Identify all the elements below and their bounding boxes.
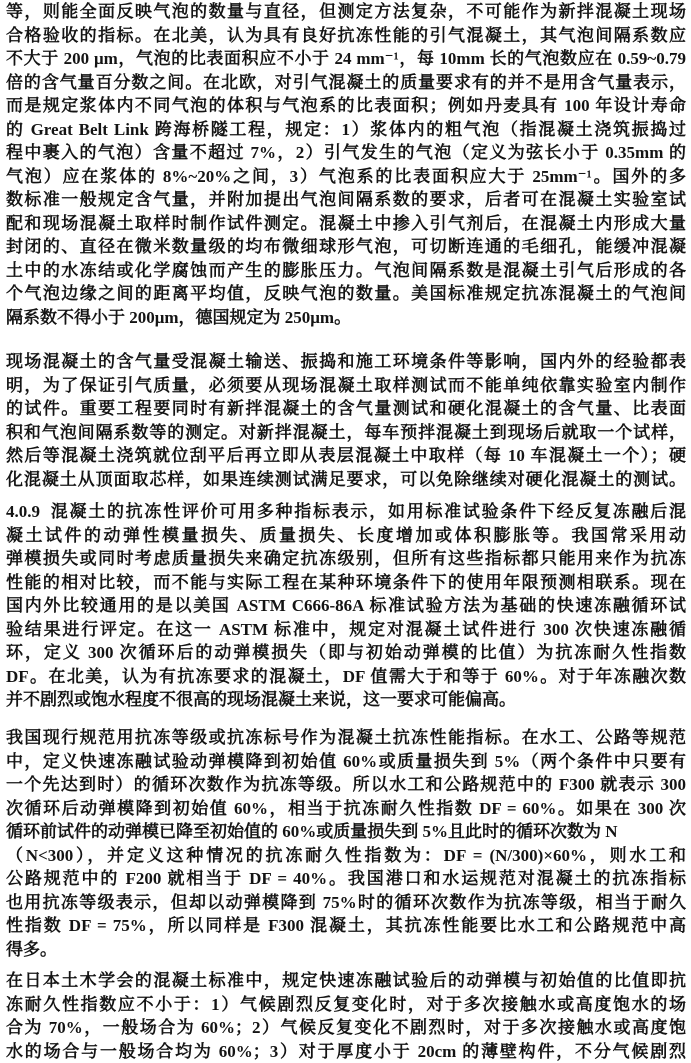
- text-line: 合格验收的指标。在北美，认为具有良好抗冻性能的引气混凝土，其气泡间隔系数应: [6, 25, 686, 45]
- text-line: 程中裹入的气泡）含量不超过 7%，2）引气发生的气泡（定义为弦长小于 0.35mm 的: [6, 143, 686, 162]
- text-line: 土中的水冻结或化学腐蚀而产生的膨胀压力。气泡间隔系数是混凝土引气后形成的各: [6, 260, 686, 280]
- section-paragraph: [6, 500, 686, 712]
- text-line: 在日本土木学会的混凝土标准中，规定快速冻融试验后的动弹模与初始值的比值即抗: [6, 971, 686, 990]
- text-line: 国内外比较通用的是以美国 ASTM C666-86A 标准试验方法为基础的快速冻融循环试: [6, 596, 686, 615]
- text-line: 并不剧烈或饱水程度不很高的现场混凝土来说，这一要求可能偏高。: [6, 690, 516, 709]
- text-line: （N<300），并定义这种情况的抗冻耐久性指数为：DF = (N/300)×60%，则水工和: [6, 845, 686, 865]
- text-line: 隔系数不得小于 200μm，德国规定为 250μm。: [6, 307, 352, 327]
- text-line: 封闭的、直径在微米数量级的均布微细球形气泡，可切断连通的毛细孔，能缓冲混凝: [6, 237, 686, 256]
- text-line: 气泡）应在浆体的 8%~20%之间，3）气泡系的比表面积应大于 25mm⁻¹。国外的多: [6, 166, 686, 186]
- text-line: 性能的相对比较，而不能与实际工程在某种环境条件下的使用年限预测相联系。现在: [6, 572, 686, 592]
- text-line: 倍的含气量百分数之间。在北欧，对引气混凝土的质量要求有的并不是用含气量表示，: [6, 72, 686, 92]
- text-line: 明，为了保证引气质量，必须要从现场混凝土取样测试而不能单纯依靠实验室内制作: [6, 375, 686, 395]
- text-line: 而是规定浆体内不同气泡的体积与气泡系的比表面积；例如丹麦具有 100 年设计寿命: [6, 96, 686, 115]
- text-line: 弹模损失或同时考虑质量损失来确定抗冻级别，但所有这些指标都只能用来作为抗冻: [6, 549, 686, 568]
- text-line: 配和现场混凝土取样时制作试件测定。混凝土中掺入引气剂后，在混凝土内形成大量: [6, 213, 686, 233]
- text-line: 积和气泡间隔系数等的测定。对新拌混凝土，每车预拌混凝土到现场后就取一个试样，: [6, 422, 686, 442]
- text-line: 公路规范中的 F200 就相当于 DF = 40%。我国港口和水运规范对混凝土的抗冻指标: [6, 869, 686, 888]
- text-line: [6, 500, 686, 524]
- text-line: 次循环后动弹模降到初始值 60%，相当于抗冻耐久性指数 DF = 60%。如果在 300 次: [6, 798, 686, 818]
- text-line: 我国现行规范用抗冻等级或抗冻标号作为混凝土抗冻性能指标。在水工、公路等规范: [6, 728, 686, 747]
- text-line: 的试件。重要工程要同时有新拌混凝土的含气量测试和硬化混凝土的含气量、比表面: [6, 399, 686, 418]
- text-line: 验结果进行评定。在这一 ASTM 标准中，规定对混凝土试件进行 300 次快速冻融循: [6, 619, 686, 639]
- text-line: 合为 70%，一般场合为 60%；2）气候反复变化不剧烈时，对于多次接触水或高度饱: [6, 1018, 686, 1037]
- text-line: 等，则能全面反映气泡的数量与直径，但测定方法复杂，不可能作为新拌混凝土现场: [6, 2, 686, 21]
- text-line: 水的场合与一般场合均为 60%；3）对于厚度小于 20cm 的薄壁构件，不分气候剧烈: [6, 1041, 686, 1061]
- text-line: 现场混凝土的含气量受混凝土输送、振捣和施工环境条件等影响，国内外的经验都表: [6, 352, 686, 371]
- text-line: 个气泡边缘之间的距离平均值，反映气泡的数量。美国标准规定抗冻混凝土的气泡间: [6, 284, 686, 303]
- text-line: 数标准一般规定含气量，并附加提出气泡间隔系数的要求，后者可在混凝土实验室试: [6, 190, 686, 209]
- body-paragraph: [6, 350, 686, 491]
- text-line: 冻耐久性指数应不小于：1）气候剧烈反复变化时，对于多次接触水或高度饱水的场: [6, 994, 686, 1014]
- text-line: 然后等混凝土浇筑就位刮平后再立即从表层混凝土中取样（每 10 车混凝土一个）；硬: [6, 446, 686, 465]
- body-paragraph: [6, 969, 686, 1063]
- text-line: 不大于 200 μm，气泡的比表面积应不小于 24 mm⁻¹，每 10mm 长的气泡数应在 0.59~0.79: [6, 49, 686, 68]
- text-line: 环，定义 300 次循环后的动弹模损失（即与初始动弹模的比值）为抗冻耐久性指数: [6, 643, 686, 662]
- section-number: 4.0.9: [6, 502, 40, 521]
- text-line: 凝土试件的动弹性模量损失、质量损失、长度增加或体积膨胀等。我国常采用动: [6, 525, 686, 545]
- text-line: 也用抗冻等级表示，但却以动弹模降到 75%时的循环次数作为抗冻等级，相当于耐久: [6, 892, 686, 912]
- text-line: 化混凝土从顶面取芯样，如果连续测试满足要求，可以免除继续对硬化混凝土的测试。: [6, 469, 686, 489]
- text-line: 一个先达到时）的循环次数作为抗冻等级。所以水工和公路规范中的 F300 就表示 300: [6, 775, 686, 794]
- text-line: DF。在北美，认为有抗冻要求的混凝土，DF 值需大于和等于 60%。对于年冻融次数: [6, 666, 686, 686]
- text-line: 性指数 DF = 75%，所以同样是 F300 混凝土，其抗冻性能要比水工和公路规范中高: [6, 916, 686, 935]
- text-line-content: 混凝土的抗冻性评价可用多种指标表示，如用标准试验条件下经反复冻融后混: [49, 502, 686, 521]
- body-paragraph: [6, 726, 686, 961]
- text-line: 循环前试件的动弹模已降至初始值的 60%或质量损失到 5%且此时的循环次数为 N: [6, 822, 618, 841]
- text-line: 得多。: [6, 939, 57, 959]
- body-paragraph: [6, 0, 686, 329]
- text-line: 的 Great Belt Link 跨海桥隧工程，规定：1）浆体内的粗气泡（指混凝土浇筑振捣过: [6, 119, 686, 139]
- text-line: 中，定义快速冻融试验动弹模降到初始值 60%或质量损失到 5%（两个条件中只要有: [6, 751, 686, 771]
